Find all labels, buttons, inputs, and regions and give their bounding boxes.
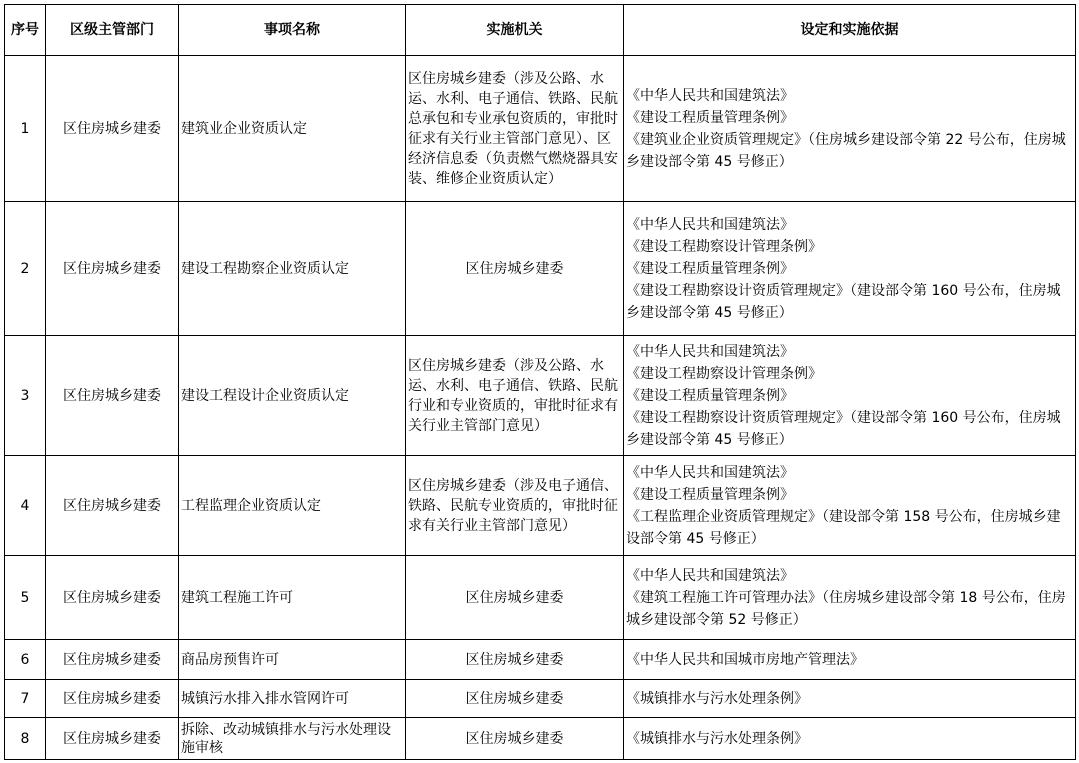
row-item: 建筑业企业资质认定	[179, 56, 406, 202]
row-org: 区住房城乡建委（涉及公路、水运、水利、电子通信、铁路、民航行业和专业资质的，审批时征求有关行业主管部门意见）	[406, 336, 624, 456]
row-basis	[624, 556, 1076, 640]
basis-line: 《建设工程质量管理条例》	[626, 486, 794, 503]
row-basis	[624, 202, 1076, 336]
row-org: 区住房城乡建委（涉及电子通信、铁路、民航专业资质的，审批时征求有关行业主管部门意见）	[406, 456, 624, 556]
row-dept: 区住房城乡建委	[46, 336, 179, 456]
header-org: 实施机关	[406, 5, 624, 56]
row-org: 区住房城乡建委	[406, 680, 624, 718]
basis-line: 《中华人民共和国建筑法》	[626, 567, 794, 584]
basis-line: 《建设工程勘察设计管理条例》	[626, 365, 822, 382]
basis-line: 《城镇排水与污水处理条例》	[626, 690, 808, 707]
row-item: 拆除、改动城镇排水与污水处理设施审核	[179, 718, 406, 760]
basis-line: 《建设工程质量管理条例》	[626, 109, 794, 126]
header-dept: 区级主管部门	[46, 5, 179, 56]
basis-line: 《建设工程勘察设计资质管理规定》（建设部令第 160 号公布，住房城乡建设部令第 45 号修正）	[626, 409, 1061, 448]
row-basis	[624, 336, 1076, 456]
row-item: 建筑工程施工许可	[179, 556, 406, 640]
basis-line: 《建设工程质量管理条例》	[626, 260, 794, 277]
row-no: 3	[5, 336, 46, 456]
basis-line: 《中华人民共和国城市房地产管理法》	[626, 651, 864, 668]
row-org: 区住房城乡建委（涉及公路、水运、水利、电子通信、铁路、民航总承包和专业承包资质的，审批时征求有关行业主管部门意见）、区经济信息委（负责燃气燃烧器具安装、维修企业资质认定）	[406, 56, 624, 202]
row-basis	[624, 680, 1076, 718]
basis-line: 《建设工程质量管理条例》	[626, 387, 794, 404]
table-row	[5, 456, 1076, 556]
row-item: 工程监理企业资质认定	[179, 456, 406, 556]
row-org: 区住房城乡建委	[406, 640, 624, 680]
row-item: 城镇污水排入排水管网许可	[179, 680, 406, 718]
row-org: 区住房城乡建委	[406, 556, 624, 640]
basis-line: 《建设工程勘察设计资质管理规定》（建设部令第 160 号公布，住房城乡建设部令第 45 号修正）	[626, 282, 1061, 321]
basis-line: 《建设工程勘察设计管理条例》	[626, 238, 822, 255]
table-row	[5, 680, 1076, 718]
row-no: 4	[5, 456, 46, 556]
basis-line: 《建筑业企业资质管理规定》（住房城乡建设部令第 22 号公布，住房城乡建设部令第 45 号修正）	[626, 131, 1066, 170]
basis-line: 《中华人民共和国建筑法》	[626, 87, 794, 104]
row-dept: 区住房城乡建委	[46, 640, 179, 680]
row-dept: 区住房城乡建委	[46, 718, 179, 760]
table-row	[5, 202, 1076, 336]
header-row	[5, 5, 1076, 56]
basis-line: 《建筑工程施工许可管理办法》（住房城乡建设部令第 18 号公布，住房城乡建设部令第 52 号修正）	[626, 589, 1066, 628]
table-row	[5, 56, 1076, 202]
row-no: 1	[5, 56, 46, 202]
basis-line: 《中华人民共和国建筑法》	[626, 464, 794, 481]
table-row	[5, 336, 1076, 456]
row-dept: 区住房城乡建委	[46, 202, 179, 336]
table-row	[5, 556, 1076, 640]
row-item: 建设工程设计企业资质认定	[179, 336, 406, 456]
table-row	[5, 640, 1076, 680]
table-row	[5, 718, 1076, 760]
row-basis	[624, 56, 1076, 202]
row-no: 7	[5, 680, 46, 718]
items-table	[4, 4, 1076, 760]
row-item: 建设工程勘察企业资质认定	[179, 202, 406, 336]
row-org: 区住房城乡建委	[406, 202, 624, 336]
basis-line: 《中华人民共和国建筑法》	[626, 343, 794, 360]
row-no: 6	[5, 640, 46, 680]
header-no: 序号	[5, 5, 46, 56]
row-basis	[624, 640, 1076, 680]
header-item: 事项名称	[179, 5, 406, 56]
basis-line: 《工程监理企业资质管理规定》（建设部令第 158 号公布，住房城乡建设部令第 45 号修正）	[626, 508, 1061, 547]
row-no: 5	[5, 556, 46, 640]
row-no: 2	[5, 202, 46, 336]
basis-line: 《中华人民共和国建筑法》	[626, 216, 794, 233]
row-org: 区住房城乡建委	[406, 718, 624, 760]
row-dept: 区住房城乡建委	[46, 56, 179, 202]
header-basis: 设定和实施依据	[624, 5, 1076, 56]
row-item: 商品房预售许可	[179, 640, 406, 680]
row-basis	[624, 718, 1076, 760]
basis-line: 《城镇排水与污水处理条例》	[626, 730, 808, 747]
row-basis	[624, 456, 1076, 556]
row-dept: 区住房城乡建委	[46, 680, 179, 718]
row-dept: 区住房城乡建委	[46, 456, 179, 556]
row-dept: 区住房城乡建委	[46, 556, 179, 640]
row-no: 8	[5, 718, 46, 760]
